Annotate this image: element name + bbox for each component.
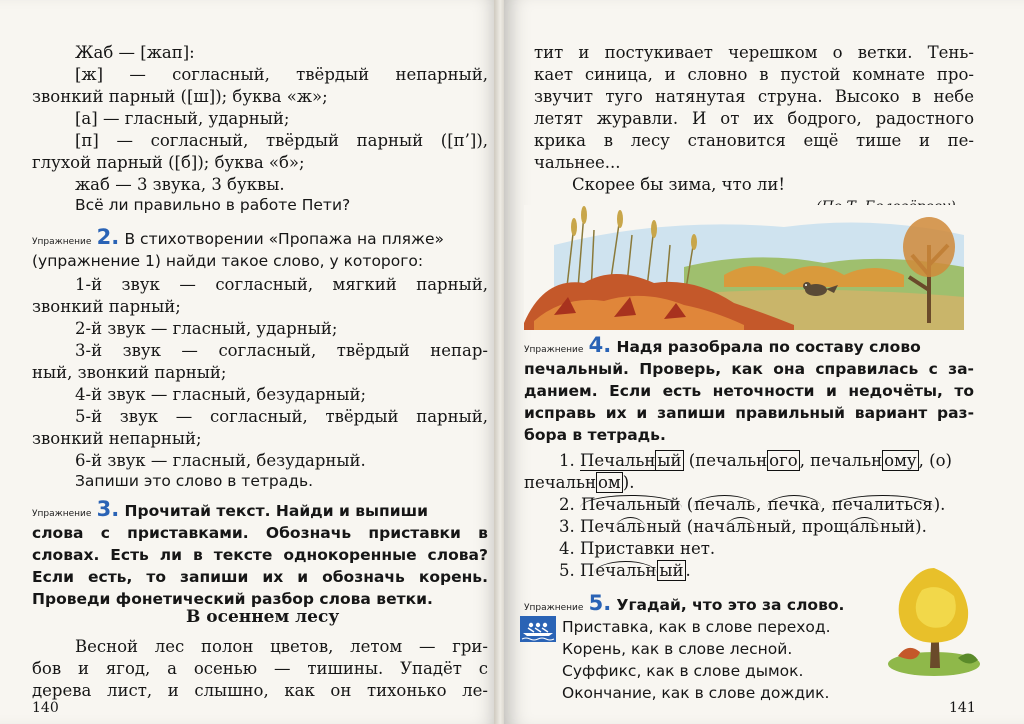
- word-suffix-arc: аль: [849, 517, 880, 536]
- page-number: 141: [949, 700, 976, 716]
- story-line: кает синица, и словно в пустой комнате про-: [534, 65, 974, 84]
- exercise-label: Упражнение: [32, 509, 92, 519]
- word-ending-box: ый: [659, 561, 684, 580]
- exercise-2-header: [32, 226, 444, 253]
- analysis-line-2: 2. Печальный (печаль, печка, печалиться).: [559, 495, 946, 514]
- exercise-text: Проведи фонетический разбор слова ветки.: [32, 590, 433, 608]
- story-line: Весной лес полон цветов, летом — гри-: [75, 637, 488, 656]
- exercise-5-header: [524, 592, 844, 619]
- story-line: крика в лесу становится ещё тише и пе-: [534, 131, 974, 150]
- exercise-label: Упражнение: [524, 345, 584, 355]
- sound-line: 4-й звук — гласный, безударный;: [75, 385, 367, 404]
- sound-line: звонкий непарный;: [32, 429, 202, 448]
- story-line: чальнее...: [534, 153, 621, 172]
- sound-line: 3-й звук — согласный, твёрдый непар-: [75, 341, 488, 360]
- sound-line: 5-й звук — согласный, твёрдый парный,: [75, 407, 488, 426]
- word-suffix-arc: аль: [725, 517, 756, 536]
- story-line: летят журавли. И от их бодрого, радостного: [534, 109, 974, 128]
- word-root-arc: ечальн: [595, 561, 657, 580]
- story-line: звучит туго натянутая струна. Высоко в небе: [534, 87, 974, 106]
- text-line: Жаб — [жап]:: [75, 43, 195, 62]
- list-number: 1.: [559, 451, 575, 470]
- analysis-line-4: 4. Приставки нет.: [559, 539, 716, 558]
- autumn-landscape-illustration: [524, 205, 964, 330]
- sound-line: 6-й звук — гласный, безударный.: [75, 451, 366, 470]
- riddle-line: Приставка, как в слове переход.: [562, 618, 831, 636]
- word-ending-box: ому: [884, 451, 917, 470]
- list-number: 4.: [559, 539, 575, 558]
- sound-line: 2-й звук — гласный, ударный;: [75, 319, 338, 338]
- word-root-arc: печаль: [694, 495, 756, 514]
- word-ending-box: ый: [657, 451, 682, 470]
- story-title: В осеннем лесу: [186, 607, 340, 627]
- exercise-text: печальный. Проверь, как она справилась с за-: [524, 360, 974, 378]
- exercise-text: (упражнение 1) найди такое слово, у которого:: [32, 252, 424, 270]
- exercise-text: словах. Есть ли в тексте однокоренные слова?: [32, 546, 488, 564]
- analysis-line-1: 1. Печальн ый (печальн ого , печальн ому , (о): [559, 451, 952, 470]
- text-line: звонкий парный ([ш]); буква «ж»;: [32, 87, 328, 106]
- sound-line: 1-й звук — согласный, мягкий парный,: [75, 275, 488, 294]
- analysis-line-5: 5. Печальн ый .: [559, 561, 691, 580]
- word-ending-box: ом: [597, 473, 621, 492]
- exercise-text: исправь их и запиши правильный вариант раз-: [524, 404, 974, 422]
- story-line: Скорее бы зима, что ли!: [572, 175, 786, 194]
- question-line: Всё ли правильно в работе Пети?: [75, 196, 351, 214]
- exercise-title: Угадай, что это за слово.: [616, 596, 845, 614]
- text-line: глухой парный ([б]); буква «б»;: [32, 153, 305, 172]
- text-line: [п] — согласный, твёрдый парный ([п’]),: [75, 131, 488, 150]
- exercise-number: 4.: [588, 333, 612, 357]
- exercise-text: слова с приставками. Обозначь приставки в: [32, 524, 488, 542]
- story-line: дерева лист, и слышно, как он тихонько ле-: [32, 681, 488, 700]
- exercise-number: 2.: [96, 225, 120, 249]
- exercise-number: 3.: [96, 497, 120, 521]
- left-page: [0, 0, 500, 724]
- exercise-label: Упражнение: [524, 603, 584, 613]
- exercise-3-header: [32, 498, 428, 525]
- exercise-label: Упражнение: [32, 237, 92, 247]
- instruction-line: Запиши это слово в тетрадь.: [75, 472, 314, 490]
- riddle-line: Суффикс, как в слове дымок.: [562, 662, 804, 680]
- text-line: [ж] — согласный, твёрдый непарный,: [75, 65, 488, 84]
- exercise-text: Надя разобрала по составу слово: [616, 338, 921, 356]
- riddle-line: Окончание, как в слове дождик.: [562, 684, 830, 702]
- page-number: 140: [32, 700, 59, 716]
- text-line: жаб — 3 звука, 3 буквы.: [75, 175, 285, 194]
- story-line: бов и ягод, а осенью — тишины. Упадёт с: [32, 659, 488, 678]
- story-line: тит и постукивает черешком о ветки. Тень-: [534, 43, 974, 62]
- sound-line: звонкий парный;: [32, 297, 181, 316]
- riddle-line: Корень, как в слове лесной.: [562, 640, 793, 658]
- word-root-arc: Печальный: [581, 495, 681, 514]
- autumn-tree-illustration: [884, 560, 984, 678]
- word-suffix-arc: аль: [616, 517, 646, 536]
- word-root-arc: печалиться: [832, 495, 933, 514]
- exercise-4-header: [524, 334, 921, 361]
- list-number: 3.: [559, 517, 575, 536]
- exercise-text: Прочитай текст. Найди и выпиши: [124, 502, 428, 520]
- exercise-text: Если есть, то запиши их и обозначь корень.: [32, 568, 488, 586]
- list-number: 5.: [559, 561, 575, 580]
- word-stem: Печальн: [580, 451, 656, 470]
- list-number: 2.: [559, 495, 575, 514]
- analysis-line-3: 3. Печальный (начальный, прощальный).: [559, 517, 927, 536]
- rowing-team-icon: [520, 616, 556, 642]
- right-page: [504, 0, 1024, 724]
- word-root-arc: печка: [767, 495, 820, 514]
- analysis-line-1b: печальн ом ).: [524, 473, 635, 492]
- exercise-text: данием. Если есть неточности и недочёты, то: [524, 382, 974, 400]
- exercise-number: 5.: [588, 591, 612, 615]
- exercise-text: В стихотворении «Пропажа на пляже»: [124, 230, 444, 248]
- text-line: [а] — гласный, ударный;: [75, 109, 290, 128]
- word-ending-box: ого: [769, 451, 798, 470]
- exercise-text: бора в тетрадь.: [524, 426, 666, 444]
- sound-line: ный, звонкий парный;: [32, 363, 227, 382]
